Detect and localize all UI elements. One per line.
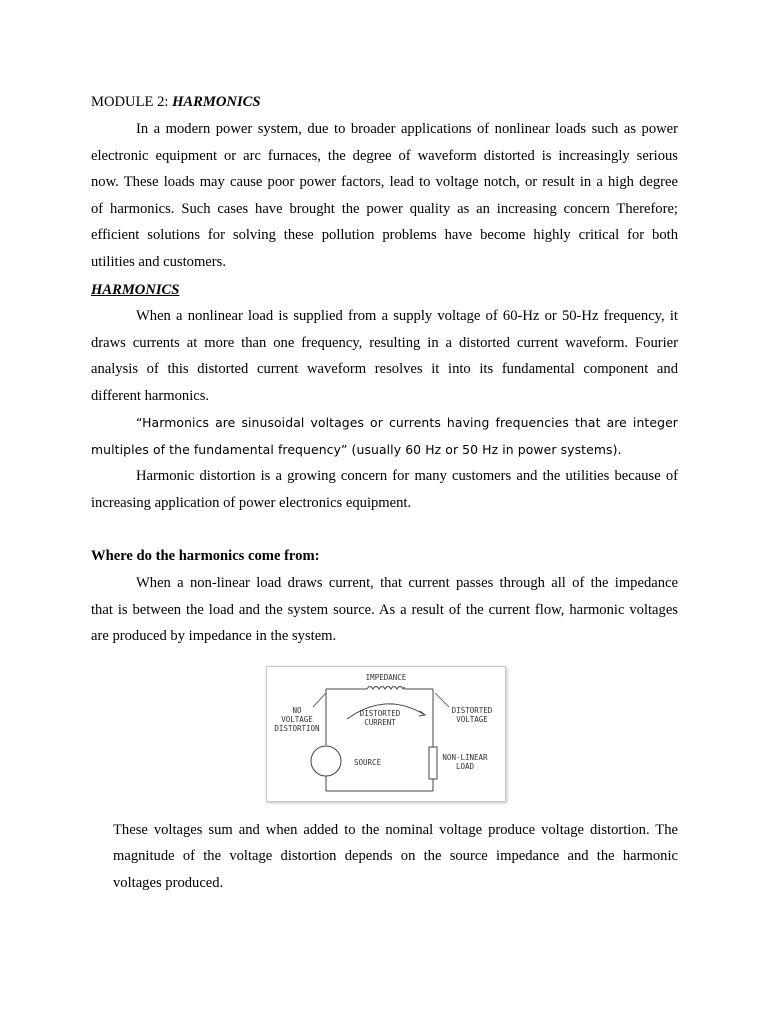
distorted-current-label: CURRENT xyxy=(364,718,396,727)
harmonics-line: When a nonlinear load is supplied from a supply voltage of 60-Hz or 50-Hz frequency, it xyxy=(136,308,678,324)
module-prefix: MODULE 2: xyxy=(91,94,173,110)
source-line: When a non-linear load draws current, that current passes through all of the impedance xyxy=(136,575,678,591)
load-resistor-icon xyxy=(429,747,437,779)
no-voltage-label: VOLTAGE xyxy=(281,715,313,724)
circuit-diagram xyxy=(266,666,506,802)
intro-line: of harmonics. Such cases have brought the power quality as an increasing concern Therefore; xyxy=(91,201,678,217)
distorted-voltage-pointer xyxy=(435,693,449,707)
distorted-voltage-label: DISTORTED xyxy=(451,706,493,715)
intro-line: efficient solutions for solving these pollution problems have become highly critical for both xyxy=(91,227,678,243)
distortion-line: Harmonic distortion is a growing concern for many customers and the utilities because of xyxy=(136,468,678,484)
definition-line: “Harmonics are sinusoidal voltages or currents having frequencies that are integer xyxy=(136,415,678,430)
section-heading xyxy=(91,280,678,300)
harmonics-line: different harmonics. xyxy=(91,388,210,404)
closing-line: magnitude of the voltage distortion depends on the source impedance and the harmonic xyxy=(113,848,678,864)
intro-line: utilities and customers. xyxy=(91,254,226,270)
module-title: HARMONICS xyxy=(172,94,261,110)
harmonics-line: analysis of this distorted current waveform resolves it into its fundamental component and xyxy=(91,361,678,377)
closing-line: voltages produced. xyxy=(113,875,224,891)
intro-line: now. These loads may cause poor power factors, lead to voltage notch, or result in a high degree xyxy=(91,174,678,190)
intro-line: In a modern power system, due to broader applications of nonlinear loads such as power xyxy=(136,121,678,137)
impedance-coil-icon xyxy=(367,687,405,690)
no-voltage-label: NO xyxy=(292,706,302,715)
no-distortion-pointer xyxy=(313,693,326,707)
distortion-line: increasing application of power electronics equipment. xyxy=(91,495,412,511)
source-line: that is between the load and the system source. As a result of the current flow, harmonic voltages xyxy=(91,602,678,618)
load-label: LOAD xyxy=(455,762,475,771)
subheading: Where do the harmonics come from: xyxy=(91,548,320,564)
intro-line: electronic equipment or arc furnaces, the degree of waveform distorted is increasingly serious xyxy=(91,148,678,164)
no-voltage-label: DISTORTION xyxy=(274,724,320,733)
distorted-current-label: DISTORTED xyxy=(359,709,401,718)
source-icon xyxy=(311,746,341,776)
section-heading-text: HARMONICS xyxy=(91,282,180,298)
definition-line: multiples of the fundamental frequency” (usually 60 Hz or 50 Hz in power systems). xyxy=(91,442,622,457)
source-label: SOURCE xyxy=(354,758,382,767)
load-label: NON-LINEAR xyxy=(442,753,488,762)
impedance-label: IMPEDANCE xyxy=(365,673,407,682)
closing-line: These voltages sum and when added to the nominal voltage produce voltage distortion. The xyxy=(113,822,678,838)
source-line: are produced by impedance in the system. xyxy=(91,628,337,644)
distorted-voltage-label: VOLTAGE xyxy=(456,715,488,724)
circuit-svg xyxy=(267,667,505,801)
harmonics-line: draws currents at more than one frequency, resulting in a distorted current waveform. Fourier xyxy=(91,335,678,351)
module-heading xyxy=(91,92,678,112)
